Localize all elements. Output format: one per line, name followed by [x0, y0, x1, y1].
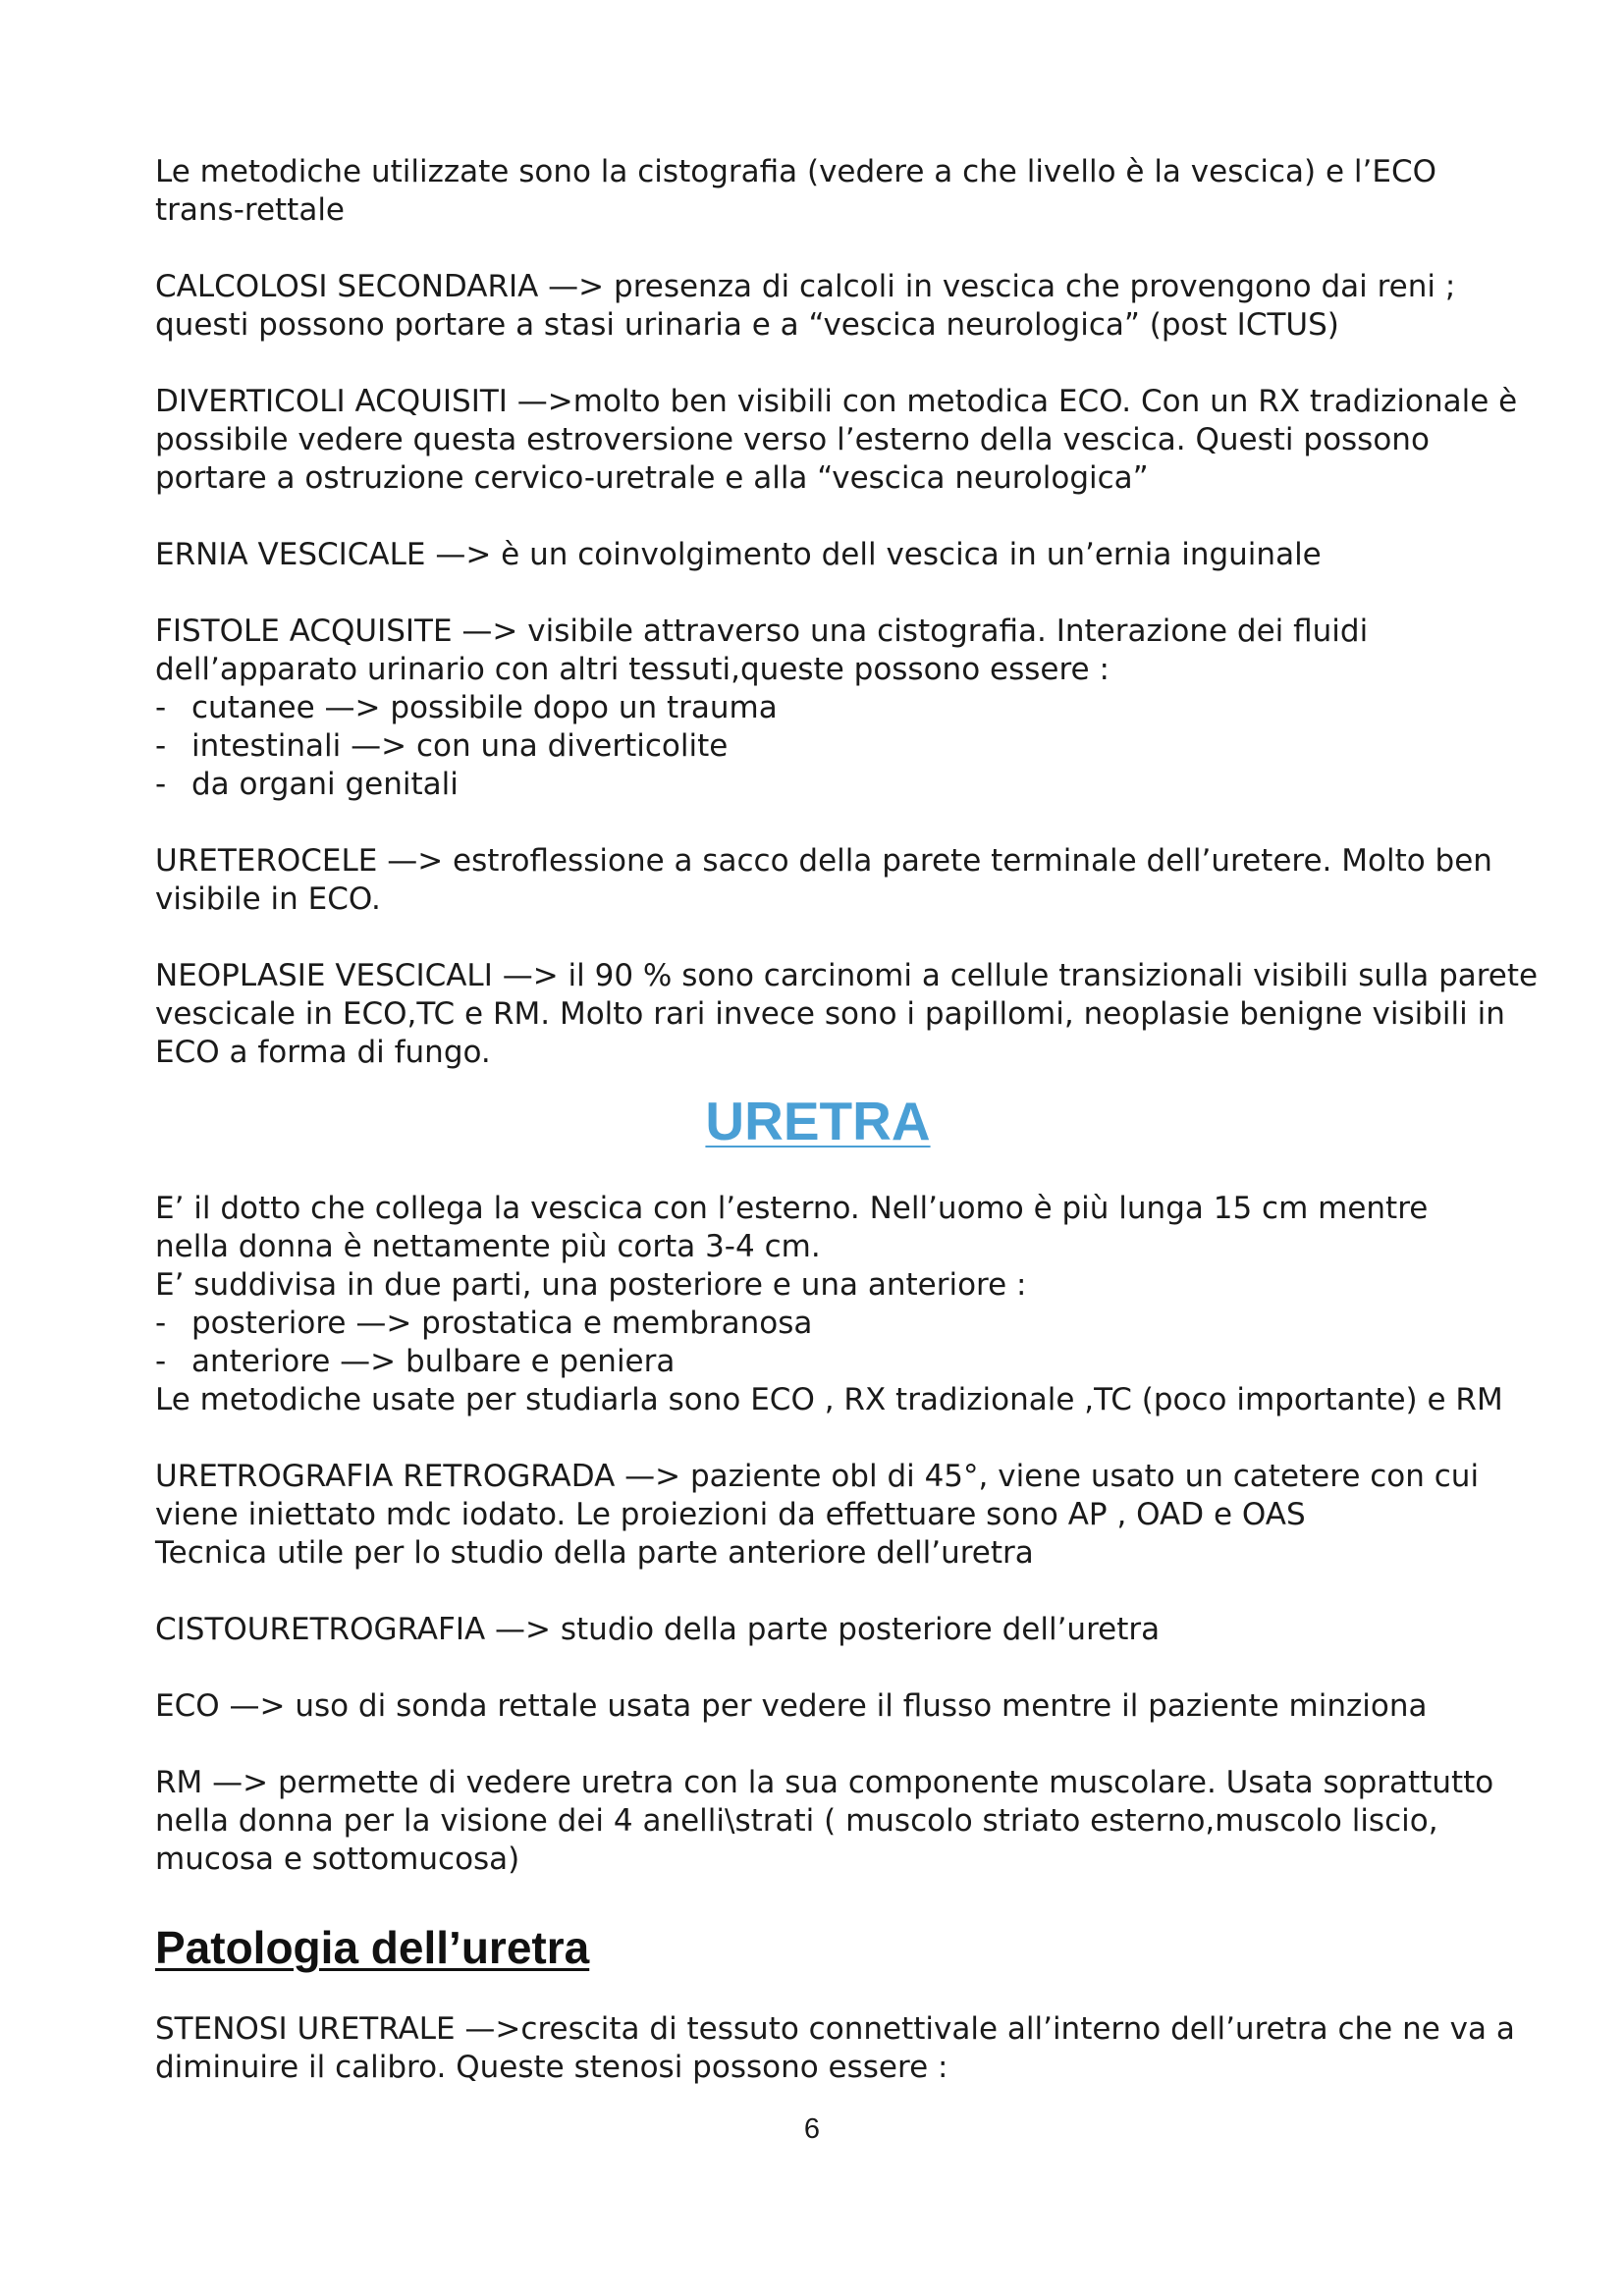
text-line: ECO —> uso di sonda rettale usata per vedere il flusso mentre il paziente minziona	[155, 1688, 1428, 1724]
bullet-dash: -	[155, 1306, 167, 1341]
text-line: URETROGRAFIA RETROGRADA —> paziente obl di 45°, viene usato un catetere con cui	[155, 1459, 1480, 1494]
text-line: E’ il dotto che collega la vescica con l’esterno. Nell’uomo è più lunga 15 cm mentre	[155, 1191, 1429, 1226]
bullet-dash: -	[155, 690, 167, 725]
paragraph-ernia	[155, 536, 1481, 574]
text-line: URETEROCELE —> estroflessione a sacco della parete terminale dell’uretere. Molto ben	[155, 843, 1492, 879]
uretra-bullet-list	[155, 1305, 1481, 1381]
text-line: visibile in ECO.	[155, 881, 381, 917]
text-line: diminuire il calibro. Queste stenosi possono essere :	[155, 2050, 948, 2085]
paragraph-rm	[155, 1764, 1494, 1879]
text-line: STENOSI URETRALE —>crescita di tessuto connettivale all’interno dell’uretra che ne va a	[155, 2011, 1515, 2047]
text-line: ECO a forma di fungo.	[155, 1035, 491, 1070]
paragraph-neoplasie	[155, 957, 1539, 1072]
text-line: Le metodiche utilizzate sono la cistografia (vedere a che livello è la vescica) e l’ECO	[155, 154, 1437, 189]
paragraph-cistouretrografia	[155, 1611, 1481, 1649]
text-line: questi possono portare a stasi urinaria e a “vescica neurologica” (post ICTUS)	[155, 307, 1339, 343]
fistole-bullet-list	[155, 689, 1481, 804]
bullet-dash: -	[155, 1344, 167, 1379]
page-number: 6	[803, 2113, 821, 2145]
document-page	[155, 153, 1539, 2125]
paragraph-metodiche	[155, 153, 1481, 230]
paragraph-uretrografia	[155, 1458, 1481, 1573]
text-line: nella donna per la visione dei 4 anelli\strati ( muscolo striato esterno,muscolo liscio,	[155, 1803, 1438, 1839]
text-line: Le metodiche usate per studiarla sono ECO , RX tradizionale ,TC (poco importante) e RM	[155, 1382, 1503, 1417]
text-line: DIVERTICOLI ACQUISITI —>molto ben visibili con metodica ECO. Con un RX tradizionale è	[155, 384, 1518, 419]
text-line: vescicale in ECO,TC e RM. Molto rari invece sono i papillomi, neoplasie benigne visibili in	[155, 996, 1505, 1032]
paragraph-eco	[155, 1687, 1481, 1726]
paragraph-stenosi	[155, 2010, 1515, 2087]
text-line: viene iniettato mdc iodato. Le proiezioni da effettuare sono AP , OAD e OAS	[155, 1497, 1306, 1532]
list-item	[155, 1305, 1481, 1343]
bullet-dash: -	[155, 767, 167, 802]
list-item-text: cutanee —> possibile dopo un trauma	[191, 690, 778, 725]
paragraph-fistole	[155, 613, 1481, 804]
text-line: dell’apparato urinario con altri tessuti,queste possono essere :	[155, 652, 1110, 687]
text-line: mucosa e sottomucosa)	[155, 1842, 520, 1877]
text-line: NEOPLASIE VESCICALI —> il 90 % sono carcinomi a cellule transizionali visibili sulla parete	[155, 958, 1539, 993]
paragraph-calcolosi	[155, 268, 1481, 345]
list-item-text: da organi genitali	[191, 767, 459, 802]
list-item	[155, 1343, 1481, 1381]
text-line: possibile vedere questa estroversione verso l’esterno della vescica. Questi possono	[155, 422, 1430, 457]
text-line: CALCOLOSI SECONDARIA —> presenza di calcoli in vescica che provengono dai reni ;	[155, 269, 1456, 304]
paragraph-uretra-intro	[155, 1190, 1503, 1419]
section-title: URETRA	[705, 1091, 931, 1151]
list-item	[155, 727, 1481, 766]
text-line: RM —> permette di vedere uretra con la sua componente muscolare. Usata soprattutto	[155, 1765, 1494, 1800]
paragraph-diverticoli	[155, 383, 1518, 498]
list-item-text: anteriore —> bulbare e peniera	[191, 1344, 676, 1379]
text-line: E’ suddivisa in due parti, una posteriore e una anteriore :	[155, 1267, 1027, 1303]
text-line: FISTOLE ACQUISITE —> visibile attraverso una cistografia. Interazione dei fluidi	[155, 614, 1369, 649]
text-line: trans-rettale	[155, 192, 346, 228]
text-line: Tecnica utile per lo studio della parte anteriore dell’uretra	[155, 1535, 1034, 1571]
bullet-dash: -	[155, 728, 167, 764]
text-line: ERNIA VESCICALE —> è un coinvolgimento dell vescica in un’ernia inguinale	[155, 537, 1322, 572]
list-item	[155, 689, 1481, 727]
paragraph-ureterocele	[155, 842, 1492, 919]
subsection-title: Patologia dell’uretra	[155, 1922, 590, 1973]
list-item-text: posteriore —> prostatica e membranosa	[191, 1306, 813, 1341]
text-line: nella donna è nettamente più corta 3-4 cm.	[155, 1229, 821, 1264]
text-line: portare a ostruzione cervico-uretrale e alla “vescica neurologica”	[155, 460, 1149, 496]
list-item-text: intestinali —> con una diverticolite	[191, 728, 729, 764]
text-line: CISTOURETROGRAFIA —> studio della parte posteriore dell’uretra	[155, 1612, 1161, 1647]
list-item	[155, 766, 1481, 804]
